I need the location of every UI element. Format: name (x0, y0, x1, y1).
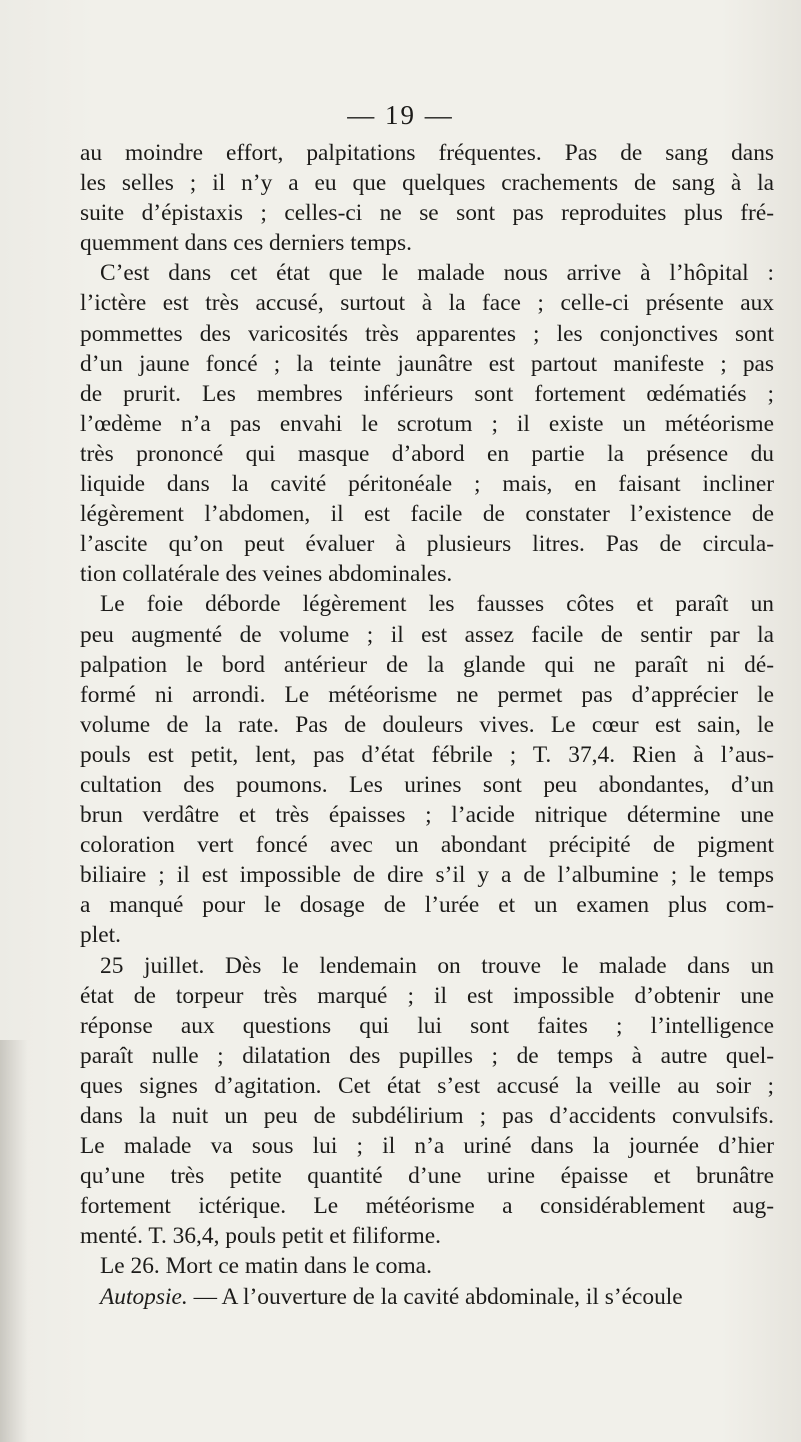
text-line: Le 26. Mort ce matin dans le coma. (100, 1253, 432, 1280)
text-line: qu’une très petite quantité d’une urine épaisse et brunâtre (80, 1163, 774, 1190)
text-line-autopsie (80, 1282, 774, 1312)
text-line: pommettes des varicosités très apparentes ; les conjonctives sont (80, 320, 774, 347)
text-line: quemment dans ces derniers temps. (80, 230, 412, 257)
text-line: 25 juillet. Dès le lendemain on trouve le malade dans un (100, 952, 774, 979)
text-line: palpation le bord antérieur de la glande qui ne paraît ni dé- (80, 651, 774, 678)
text-line: peu augmenté de volume ; il est assez facile de sentir par la (80, 621, 774, 648)
text-line: cultation des poumons. Les urines sont peu abondantes, d’un (80, 771, 774, 798)
text-line: biliaire ; il est impossible de dire s’il y a de l’albumine ; le temps (80, 862, 774, 889)
text-line: liquide dans la cavité péritonéale ; mais, en faisant incliner (80, 471, 774, 498)
text-line: d’un jaune foncé ; la teinte jaunâtre est partout manifeste ; pas (80, 350, 774, 377)
text-line: très prononcé qui masque d’abord en partie la présence du (80, 440, 774, 467)
text-line: de prurit. Les membres inférieurs sont fortement œdématiés ; (80, 380, 774, 407)
text-line: a manqué pour le dosage de l’urée et un examen plus com- (80, 892, 774, 919)
text-line: menté. T. 36,4, pouls petit et filiforme. (80, 1223, 441, 1250)
text-line: ques signes d’agitation. Cet état s’est accusé la veille au soir ; (80, 1072, 774, 1099)
text-line: les selles ; il n’y a eu que quelques crachements de sang à la (80, 170, 774, 197)
text-line: coloration vert foncé avec un abondant précipité de pigment (80, 832, 774, 859)
text-line: état de torpeur très marqué ; il est impossible d’obtenir une (80, 982, 774, 1009)
page-edge-shadow (0, 1040, 28, 1442)
text-line: suite d’épistaxis ; celles-ci ne se sont pas reproduites plus fré- (80, 200, 774, 227)
text-line: brun verdâtre et très épaisses ; l’acide nitrique détermine une (80, 802, 774, 829)
text-line: l’ascite qu’on peut évaluer à plusieurs litres. Pas de circula- (80, 531, 774, 558)
text-line: Le foie déborde légèrement les fausses côtes et paraît un (100, 591, 774, 618)
text-line: réponse aux questions qui lui sont faites ; l’intelligence (80, 1012, 774, 1039)
text-line: plet. (80, 922, 121, 949)
text-line: Le malade va sous lui ; il n’a uriné dans la journée d’hier (80, 1133, 774, 1160)
text-line: formé ni arrondi. Le météorisme ne permet pas d’apprécier le (80, 681, 774, 708)
text-line: volume de la rate. Pas de douleurs vives. Le cœur est sain, le (80, 711, 774, 738)
autopsie-text: — A l’ouverture de la cavité abdominale, il s’écoule (187, 1283, 683, 1310)
text-line: fortement ictérique. Le météorisme a considérablement aug- (80, 1193, 774, 1220)
text-line: l’œdème n’a pas envahi le scrotum ; il existe un météorisme (80, 410, 774, 437)
text-line: dans la nuit un peu de subdélirium ; pas d’accidents convulsifs. (80, 1103, 774, 1129)
text-line: tion collatérale des veines abdominales. (80, 561, 453, 588)
autopsie-heading: Autopsie. (100, 1283, 188, 1310)
text-line: au moindre effort, palpitations fréquentes. Pas de sang dans (80, 140, 774, 166)
text-line: C’est dans cet état que le malade nous arrive à l’hôpital : (100, 260, 774, 287)
body-text (80, 138, 774, 1312)
text-line: paraît nulle ; dilatation des pupilles ; de temps à autre quel- (80, 1042, 774, 1069)
text-line: légèrement l’abdomen, il est facile de constater l’existence de (80, 501, 774, 528)
page-number: — 19 — (347, 100, 454, 130)
text-line: pouls est petit, lent, pas d’état fébrile ; T. 37,4. Rien à l’aus- (80, 741, 774, 768)
text-line: l’ictère est très accusé, surtout à la face ; celle-ci présente aux (80, 290, 774, 317)
